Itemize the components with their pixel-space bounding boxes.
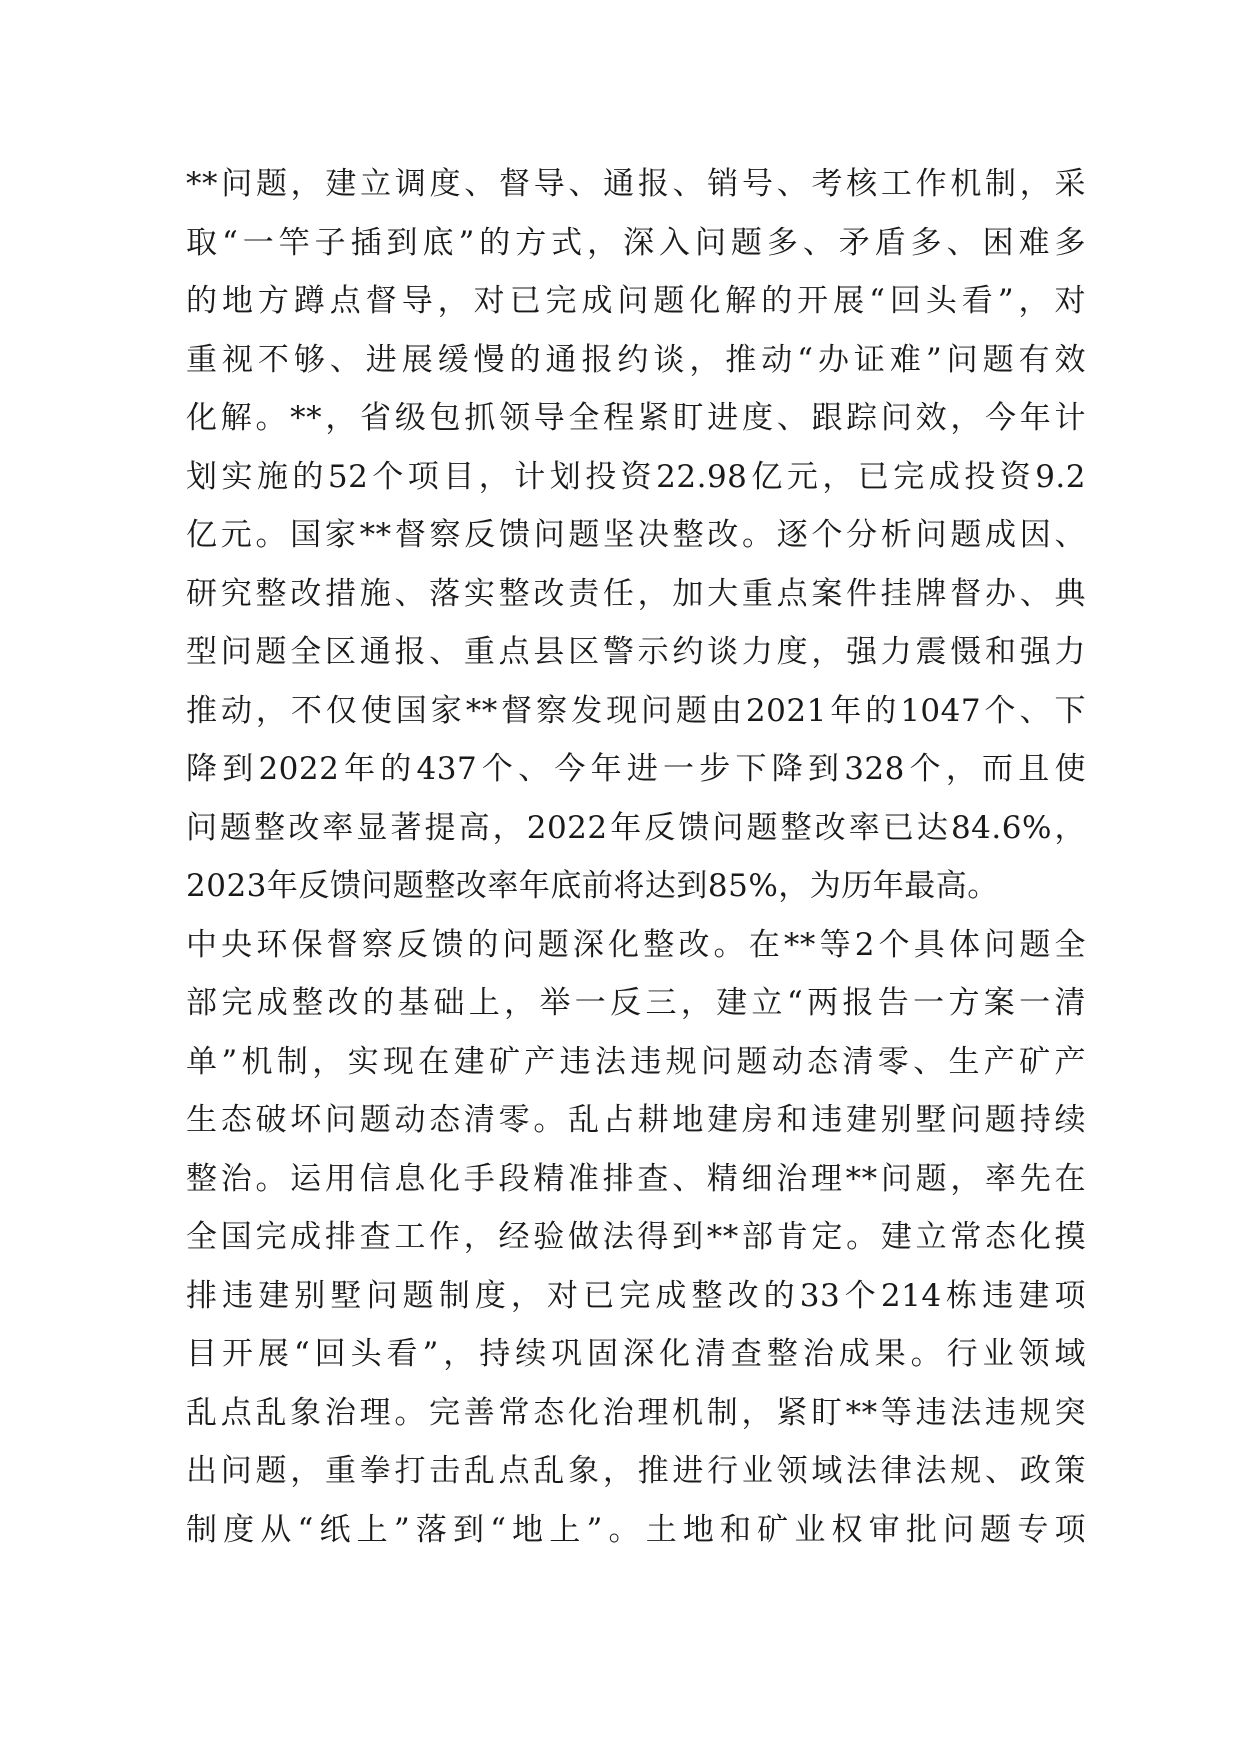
- text-line: 型问题全区通报、重点县区警示约谈力度，强力震慑和强力: [186, 634, 1086, 670]
- text-line: 出问题，重拳打击乱点乱象，推进行业领域法律法规、政策: [186, 1453, 1086, 1489]
- text-line: 降到2022年的437个、今年进一步下降到328个，而且使: [186, 751, 1086, 787]
- text-line: 部完成整改的基础上，举一反三，建立“两报告一方案一清: [186, 985, 1086, 1021]
- text-line: 目开展“回头看”，持续巩固深化清查整治成果。行业领域: [186, 1336, 1086, 1372]
- text-line: 中央环保督察反馈的问题深化整改。在**等2个具体问题全: [186, 926, 1086, 963]
- text-line: 亿元。国家**督察反馈问题坚决整改。逐个分析问题成因、: [186, 517, 1086, 553]
- text-line: **问题，建立调度、督导、通报、销号、考核工作机制，采: [186, 166, 1086, 202]
- text-line: 生态破坏问题动态清零。乱占耕地建房和违建别墅问题持续: [186, 1102, 1086, 1138]
- text-line: 划实施的52个项目，计划投资22.98亿元，已完成投资9.2: [186, 458, 1086, 495]
- text-line: 制度从“纸上”落到“地上”。土地和矿业权审批问题专项: [186, 1511, 1086, 1548]
- text-line: 重视不够、进展缓慢的通报约谈，推动“办证难”问题有效: [186, 341, 1086, 378]
- body-text: [186, 155, 1086, 1559]
- text-line: 整治。运用信息化手段精准排查、精细治理**问题，率先在: [186, 1160, 1086, 1197]
- text-line: 全国完成排查工作，经验做法得到**部肯定。建立常态化摸: [186, 1219, 1086, 1255]
- text-line: 乱点乱象治理。完善常态化治理机制，紧盯**等违法违规突: [186, 1394, 1086, 1431]
- text-line: 的地方蹲点督导，对已完成问题化解的开展“回头看”，对: [186, 283, 1086, 319]
- text-line: 推动，不仅使国家**督察发现问题由2021年的1047个、下: [186, 692, 1086, 729]
- text-line: 单”机制，实现在建矿产违法违规问题动态清零、生产矿产: [186, 1043, 1086, 1080]
- text-line: 2023年反馈问题整改率年底前将达到85%，为历年最高。: [186, 868, 999, 904]
- text-line: 问题整改率显著提高，2022年反馈问题整改率已达84.6%，: [186, 809, 1086, 846]
- text-line: 研究整改措施、落实整改责任，加大重点案件挂牌督办、典: [186, 575, 1086, 612]
- text-line: 化解。**，省级包抓领导全程紧盯进度、跟踪问效，今年计: [186, 400, 1086, 436]
- text-line: 取“一竿子插到底”的方式，深入问题多、矛盾多、困难多: [186, 224, 1086, 261]
- text-line: 排违建别墅问题制度，对已完成整改的33个214栋违建项: [186, 1277, 1086, 1314]
